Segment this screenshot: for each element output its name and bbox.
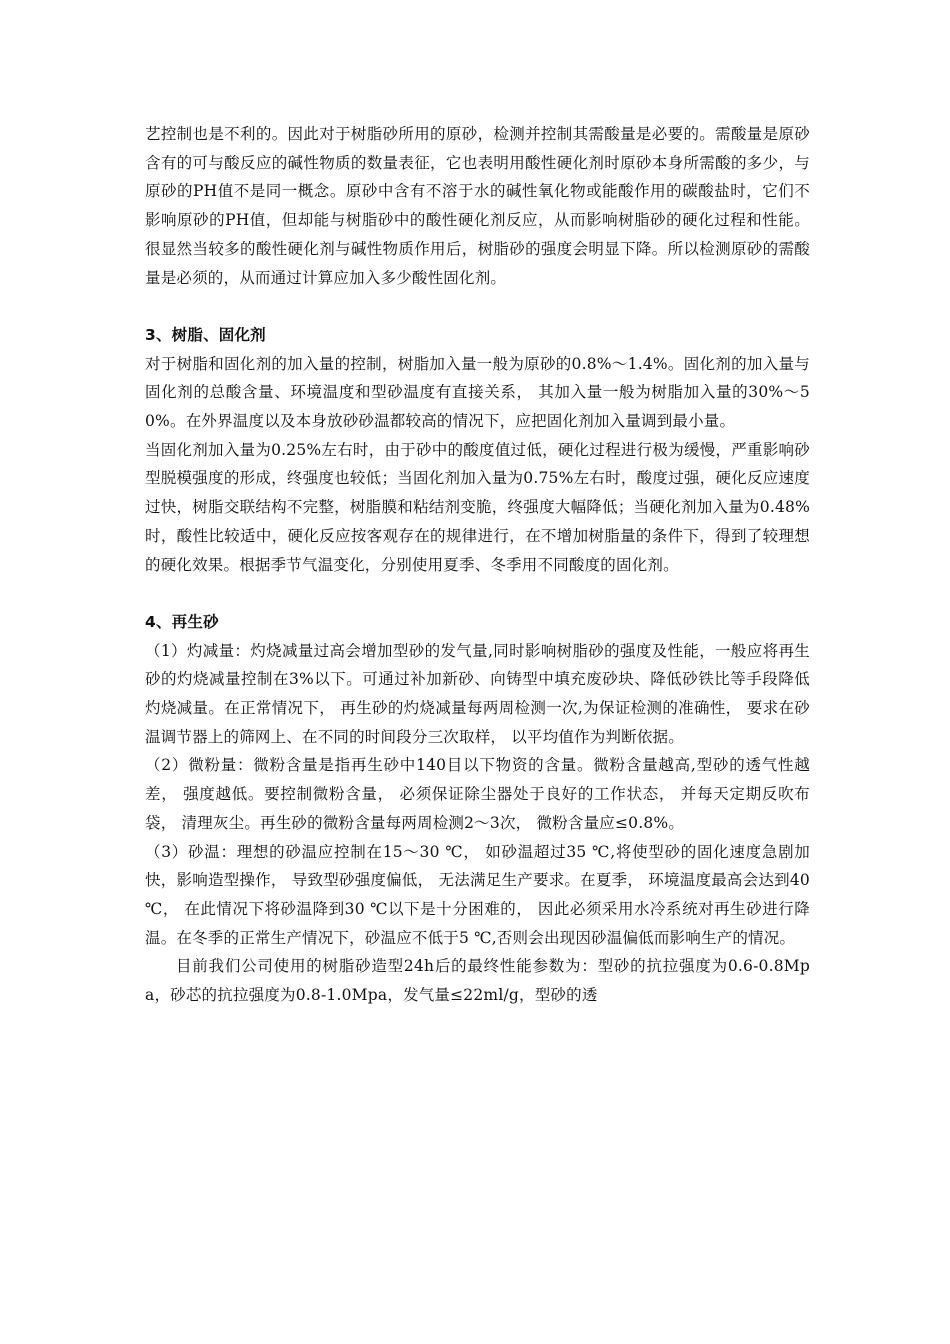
intro-paragraph: 艺控制也是不利的。因此对于树脂砂所用的原砂，检测并控制其需酸量是必要的。需酸量是原砂含有的可与酸反应的碱性物质的数量表征，它也表明用酸性硬化剂时原砂本身所需酸的多少，与原砂的PH值不是同一概念。原砂中含有不溶于水的碱性氧化物或能酸作用的碳酸盐时，它们不影响原砂的PH值，但却能与树脂砂中的酸性硬化剂反应，从而影响树脂砂的硬化过程和性能。很显然当较多的酸性硬化剂与碱性物质作用后，树脂砂的强度会明显下降。所以检测原砂的需酸量是必须的，从而通过计算应加入多少酸性固化剂。 (145, 125, 810, 287)
paragraph-spacer (145, 292, 810, 321)
section-4-item-3: （3）砂温：理想的砂温应控制在15～30 ℃， 如砂温超过35 ℃,将使型砂的固化速度急剧加快，影响造型操作， 导致型砂强度偏低， 无法满足生产要求。在夏季， 环境温度最高会达到40 ℃， 在此情况下将砂温降到30 ℃以下是十分困难的， 因此必须采用水冷系统对再生砂进行降温。在冬季的正常生产情况下，砂温应不低于5 ℃,否则会出现因砂温偏低而影响生产的情况。 (145, 842, 810, 947)
paragraph-spacer (145, 579, 810, 608)
section-3-paragraph-1: 对于树脂和固化剂的加入量的控制，树脂加入量一般为原砂的0.8%～1.4%。固化剂的加入量与固化剂的总酸含量、环境温度和型砂温度有直接关系， 其加入量一般为树脂加入量的30%～50%。在外界温度以及本身放砂砂温都较高的情况下，应把固化剂加入量调到最小量。 (145, 354, 810, 431)
section-3-paragraph-2: 当固化剂加入量为0.25%左右时，由于砂中的酸度值过低，硬化过程进行极为缓慢，严重影响砂型脱模强度的形成，终强度也较低；当固化剂加入量为0.75%左右时，酸度过强，硬化反应速度过快，树脂交联结构不完整，树脂膜和粘结剂变脆，终强度大幅降低；当硬化剂加入量为0.48%时，酸性比较适中，硬化反应按客观存在的规律进行，在不增加树脂量的条件下，得到了较理想的硬化效果。根据季节气温变化，分别使用夏季、冬季用不同酸度的固化剂。 (145, 440, 810, 574)
closing-paragraph: 目前我们公司使用的树脂砂造型24h后的最终性能参数为：型砂的抗拉强度为0.6-0.8Mpa，砂芯的抗拉强度为0.8-1.0Mpa，发气量≤22ml/g，型砂的透 (145, 957, 810, 1005)
document-page (145, 120, 810, 1010)
section-3-heading: 3、树脂、固化剂 (145, 325, 266, 344)
section-4-item-2: （2）微粉量：微粉含量是指再生砂中140目以下物资的含量。微粉含量越高,型砂的透气性越差， 强度越低。要控制微粉含量， 必须保证除尘器处于良好的工作状态， 并每天定期反吹布袋， 清理灰尘。再生砂的微粉含量每两周检测2～3次， 微粉含量应≤0.8%。 (145, 756, 810, 832)
section-4-heading: 4、再生砂 (145, 612, 219, 631)
section-4-item-1: （1）灼减量：灼烧减量过高会增加型砂的发气量,同时影响树脂砂的强度及性能，一般应将再生砂的灼烧减量控制在3%以下。可通过补加新砂、向铸型中填充废砂块、降低砂铁比等手段降低灼烧减量。在正常情况下， 再生砂的灼烧减量每两周检测一次,为保证检测的准确性， 要求在砂温调节器上的筛网上、在不同的时间段分三次取样， 以平均值作为判断依据。 (145, 641, 810, 746)
